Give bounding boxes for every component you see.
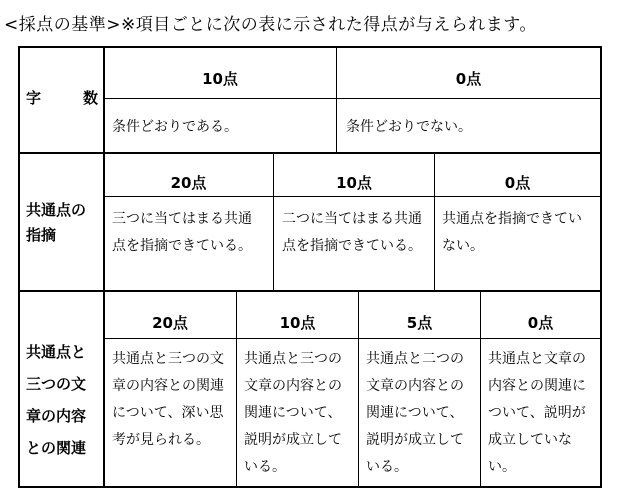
row-label-kanren: 共通点と三つの文章の内容との関連 xyxy=(26,343,87,457)
criterion-text: 共通点と文章の内容との関連について、説明が成立していない。 xyxy=(488,351,586,475)
page-title: <採点の基準>※項目ごとに次の表に示された得点が与えられます。 xyxy=(4,15,537,35)
score-header: 20点 xyxy=(152,314,188,332)
criterion-text: 二つに当てはまる共通点を指摘できている。 xyxy=(282,211,422,254)
row-label-jisu: 字 数 xyxy=(26,89,98,107)
score-header: 10点 xyxy=(202,70,238,88)
criterion-text: 共通点と三つの文章の内容との関連について、説明が成立している。 xyxy=(244,351,342,475)
score-header: 20点 xyxy=(170,174,207,192)
criterion-text: 共通点を指摘できていない。 xyxy=(442,211,582,254)
criterion-text: 共通点と三つの文章の内容との関連について、深い思考が見られる。 xyxy=(112,351,224,448)
criterion-text: 条件どおりでない。 xyxy=(346,119,472,135)
scoring-table xyxy=(18,46,602,488)
criterion-text: 条件どおりである。 xyxy=(112,119,238,135)
score-header: 0点 xyxy=(504,174,531,192)
score-header: 0点 xyxy=(527,314,554,332)
score-header: 5点 xyxy=(406,314,433,332)
row-label-kyotsuten-shiteki: 共通点の指摘 xyxy=(26,201,87,244)
criterion-text: 共通点と二つの文章の内容との関連について、説明が成立している。 xyxy=(366,351,464,475)
score-header: 10点 xyxy=(279,314,316,332)
criterion-text: 三つに当てはまる共通点を指摘できている。 xyxy=(112,211,252,254)
score-header: 0点 xyxy=(455,70,482,88)
score-header: 10点 xyxy=(336,174,372,192)
